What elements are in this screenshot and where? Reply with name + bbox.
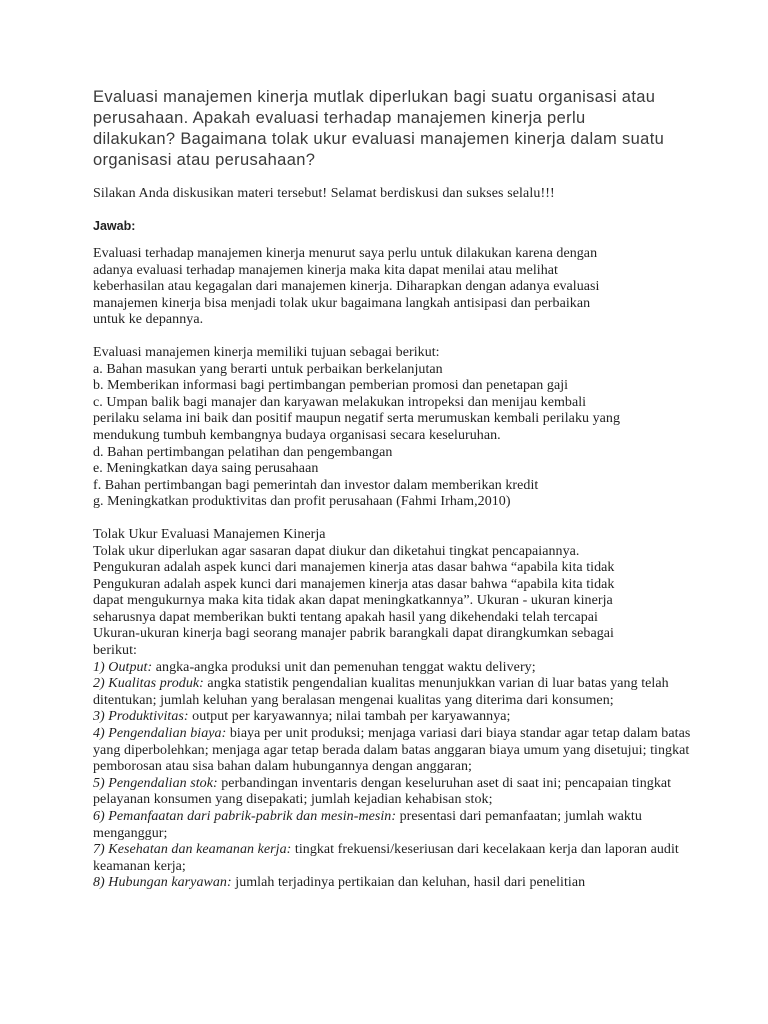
spacer bbox=[93, 329, 713, 345]
measures-intro: Tolak ukur diperlukan agar sasaran dapat diukur dan diketahui tingkat pencapaiannya. Pengukuran adalah aspek kunci dari manajemen kinerja atas dasar bahwa “apabila kita tidak Pengukuran adalah aspek kunci dari manajemen kinerja atas dasar bahwa “apabila kita tidak dapat mengukurnya maka kita tidak akan dapat meningkatkannya”. Ukuran - ukuran kinerja seharusnya dapat memberikan bukti tentang apakah hasil yang dikehendaki telah tercapai Ukuran-ukuran kinerja bagi seorang manajer pabrik barangkali dapat dirangkumkan sebagai berikut: bbox=[93, 543, 615, 659]
measures-title: Tolak Ukur Evaluasi Manajemen Kinerja bbox=[93, 526, 326, 542]
measure-item bbox=[93, 842, 713, 875]
measures-list bbox=[93, 660, 713, 892]
measure-description: angka statistik pengendalian kualitas menunjukkan varian di luar batas yang telah ditentukan; jumlah keluhan yang beralasan mengenai kualitas yang diterima dari konsumen; bbox=[93, 676, 669, 708]
measure-term: 4) Pengendalian biaya: bbox=[93, 726, 227, 742]
goal-item: b. Memberikan informasi bagi pertimbangan pemberian promosi dan penetapan gaji bbox=[93, 378, 569, 394]
measure-term: 6) Pemanfaatan dari pabrik-pabrik dan mesin-mesin: bbox=[93, 809, 397, 824]
goal-item: a. Bahan masukan yang berarti untuk perbaikan berkelanjutan bbox=[93, 361, 443, 377]
measure-term: 1) Output: bbox=[93, 659, 153, 675]
discussion-prompt: Silakan Anda diskusikan materi tersebut! Selamat berdiskusi dan sukses selalu!!! bbox=[93, 186, 555, 201]
goal-item: e. Meningkatkan daya saing perusahaan bbox=[93, 461, 319, 477]
measure-term: 3) Produktivitas: bbox=[93, 709, 189, 725]
measure-description: presentasi dari pemanfaatan; jumlah waktu menganggur; bbox=[93, 809, 642, 841]
measure-item bbox=[93, 660, 713, 677]
measure-item bbox=[93, 776, 713, 809]
goal-item: f. Bahan pertimbangan bagi pemerintah dan investor dalam memberikan kredit bbox=[93, 477, 539, 493]
measure-term: 7) Kesehatan dan keamanan kerja: bbox=[93, 842, 292, 858]
measure-item bbox=[93, 726, 713, 776]
question-heading: Evaluasi manajemen kinerja mutlak diperlukan bagi suatu organisasi atau perusahaan. Apakah evaluasi terhadap manajemen kinerja perlu dilakukan? Bagaimana tolak ukur evaluasi manajemen kinerja dalam suatu organisasi atau perusahaan? bbox=[93, 88, 665, 169]
measure-term: 8) Hubungan karyawan: bbox=[93, 875, 232, 891]
spacer bbox=[93, 511, 713, 527]
measure-item bbox=[93, 809, 713, 842]
document-page bbox=[93, 87, 713, 892]
measure-term: 5) Pengendalian stok: bbox=[93, 775, 218, 791]
measure-item bbox=[93, 709, 713, 726]
measure-item bbox=[93, 875, 713, 892]
measure-description: output per karyawannya; nilai tambah per karyawannya; bbox=[188, 709, 511, 725]
goals-intro: Evaluasi manajemen kinerja memiliki tujuan sebagai berikut: bbox=[93, 344, 440, 360]
measure-description: biaya per unit produksi; menjaga variasi dari biaya standar agar tetap dalam batas yang diperbolehkan; menjaga agar tetap berada dalam batas anggaran biaya umum yang disetujui; tingkat pemborosan atau sisa bahan dalam hubungannya dengan anggaran; bbox=[93, 726, 691, 775]
goal-item: d. Bahan pertimbangan pelatihan dan pengembangan bbox=[93, 444, 393, 460]
measure-description: perbandingan inventaris dengan keseluruhan aset di saat ini; pencapaian tingkat pelayanan konsumen yang disepakati; jumlah kejadian kehabisan stok; bbox=[93, 775, 672, 808]
measure-term: 2) Kualitas produk: bbox=[93, 676, 204, 692]
measure-item bbox=[93, 676, 713, 709]
measure-description: jumlah terjadinya pertikaian dan keluhan, hasil dari penelitian bbox=[231, 875, 586, 891]
measure-description: tingkat frekuensi/keseriusan dari kecelakaan kerja dan laporan audit keamanan kerja; bbox=[93, 842, 679, 874]
goal-item: g. Meningkatkan produktivitas dan profit perusahaan (Fahmi Irham,2010) bbox=[93, 494, 511, 510]
measure-description: angka-angka produksi unit dan pemenuhan tenggat waktu delivery; bbox=[152, 659, 536, 675]
answer-label: Jawab: bbox=[93, 219, 136, 233]
goal-item: c. Umpan balik bagi manajer dan karyawan melakukan intropeksi dan menijau kembali perilaku selama ini baik dan positif maupun negatif serta merumuskan kembali perilaku yang mendukung tumbuh kembangnya budaya organisasi secara keseluruhan. bbox=[93, 394, 621, 443]
intro-paragraph: Evaluasi terhadap manajemen kinerja menurut saya perlu untuk dilakukan karena dengan adanya evaluasi terhadap manajemen kinerja maka kita dapat menilai atau melihat keberhasilan atau kegagalan dari manajemen kinerja. Diharapkan dengan adanya evaluasi manajemen kinerja bisa menjadi tolak ukur bagaimana langkah antisipasi dan perbaikan untuk ke depannya. bbox=[93, 246, 600, 328]
